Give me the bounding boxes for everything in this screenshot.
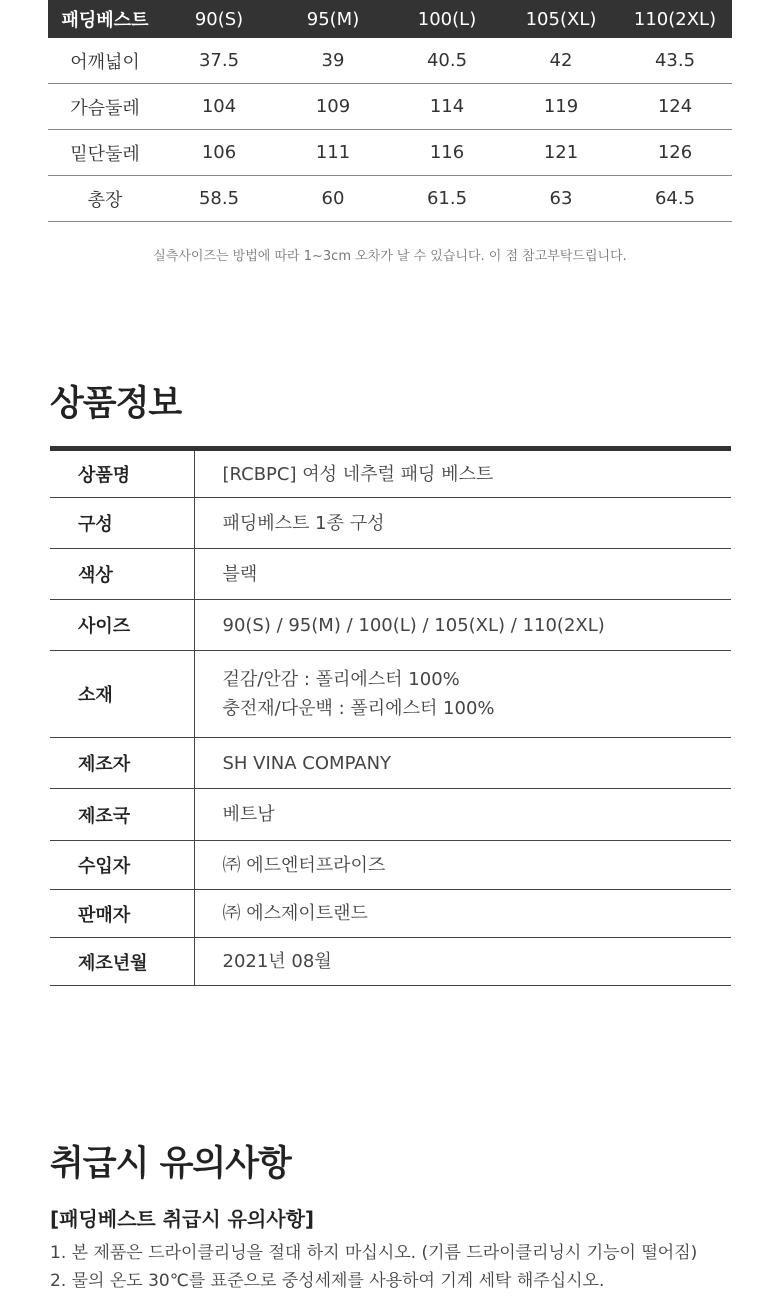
table-row (50, 890, 731, 938)
info-value (194, 549, 731, 600)
info-value-line: [RCBPC] 여성 네추럴 패딩 베스트 (222, 463, 494, 485)
info-label: 제조자 (50, 738, 194, 789)
info-label: 제조국 (50, 789, 194, 841)
info-value (194, 600, 731, 651)
size-value: 37.5 (162, 38, 276, 84)
info-value-line: 베트남 (222, 804, 275, 825)
size-value: 60 (276, 176, 390, 222)
info-label: 판매자 (50, 890, 194, 938)
size-value: 121 (504, 130, 618, 176)
table-row (48, 84, 732, 130)
product-info-table (50, 446, 731, 986)
table-row (48, 176, 732, 222)
table-row (50, 449, 731, 498)
size-value: 114 (390, 84, 504, 130)
table-row (50, 651, 731, 738)
table-row (50, 498, 731, 549)
care-title: 취급시 유의사항 (50, 1144, 291, 1184)
info-value (194, 841, 731, 890)
size-value: 109 (276, 84, 390, 130)
info-value (194, 789, 731, 841)
table-row (48, 38, 732, 84)
info-label: 상품명 (50, 449, 194, 498)
info-value (194, 938, 731, 986)
size-value: 43.5 (618, 38, 732, 84)
size-value: 64.5 (618, 176, 732, 222)
info-label: 사이즈 (50, 600, 194, 651)
table-row (48, 130, 732, 176)
info-label: 소재 (50, 651, 194, 738)
product-info-title: 상품정보 (50, 384, 182, 424)
table-row (50, 549, 731, 600)
info-value-line: 2021년 08월 (222, 951, 332, 972)
size-value: 126 (618, 130, 732, 176)
table-row (50, 738, 731, 789)
size-value: 61.5 (390, 176, 504, 222)
info-value-line: 패딩베스트 1종 구성 (222, 512, 385, 534)
care-list (50, 1240, 750, 1296)
size-header-cell: 95(M) (276, 0, 390, 38)
size-value: 111 (276, 130, 390, 176)
size-row-label: 총장 (48, 176, 162, 222)
size-header-cell: 패딩베스트 (48, 0, 162, 38)
info-label: 구성 (50, 498, 194, 549)
info-value-line: ㈜ 에스제이트랜드 (222, 903, 368, 924)
size-value: 106 (162, 130, 276, 176)
size-value: 39 (276, 38, 390, 84)
size-value: 63 (504, 176, 618, 222)
info-value-line: SH VINA COMPANY (222, 752, 392, 774)
info-value-line: 블랙 (222, 563, 258, 585)
info-value-line: ㈜ 에드엔터프라이즈 (222, 854, 386, 876)
list-item: 1. 본 제품은 드라이클리닝을 절대 하지 마십시오. (기름 드라이클리닝시 기능이 떨어짐) (50, 1243, 698, 1263)
info-value (194, 651, 731, 738)
info-value-line: 충전재/다운백 : 폴리에스터 100% (222, 698, 495, 719)
info-label: 수입자 (50, 841, 194, 890)
size-table (48, 0, 732, 222)
size-table-header (48, 0, 732, 38)
care-subtitle: [패딩베스트 취급시 유의사항] (50, 1207, 315, 1231)
size-header-cell: 90(S) (162, 0, 276, 38)
size-value: 116 (390, 130, 504, 176)
size-header-cell: 100(L) (390, 0, 504, 38)
size-value: 124 (618, 84, 732, 130)
table-row (50, 789, 731, 841)
table-row (50, 938, 731, 986)
info-value (194, 449, 731, 498)
info-value (194, 738, 731, 789)
size-row-label: 가슴둘레 (48, 84, 162, 130)
table-row (50, 841, 731, 890)
table-row (50, 600, 731, 651)
size-header-cell: 110(2XL) (618, 0, 732, 38)
info-label: 제조년월 (50, 938, 194, 986)
info-label: 색상 (50, 549, 194, 600)
info-value (194, 890, 731, 938)
size-value: 104 (162, 84, 276, 130)
size-value: 58.5 (162, 176, 276, 222)
size-header-cell: 105(XL) (504, 0, 618, 38)
size-value: 119 (504, 84, 618, 130)
size-value: 40.5 (390, 38, 504, 84)
size-row-label: 어깨넓이 (48, 38, 162, 84)
size-row-label: 밑단둘레 (48, 130, 162, 176)
info-value-line: 90(S) / 95(M) / 100(L) / 105(XL) / 110(2XL) (222, 614, 605, 636)
info-value (194, 498, 731, 549)
size-note: 실측사이즈는 방법에 따라 1~3cm 오차가 날 수 있습니다. 이 점 참고부탁드립니다. (153, 249, 627, 264)
info-value-line: 겉감/안감 : 폴리에스터 100% (222, 669, 460, 690)
list-item: 2. 물의 온도 30℃를 표준으로 중성세제를 사용하여 기계 세탁 해주십시오. (50, 1271, 605, 1291)
size-value: 42 (504, 38, 618, 84)
